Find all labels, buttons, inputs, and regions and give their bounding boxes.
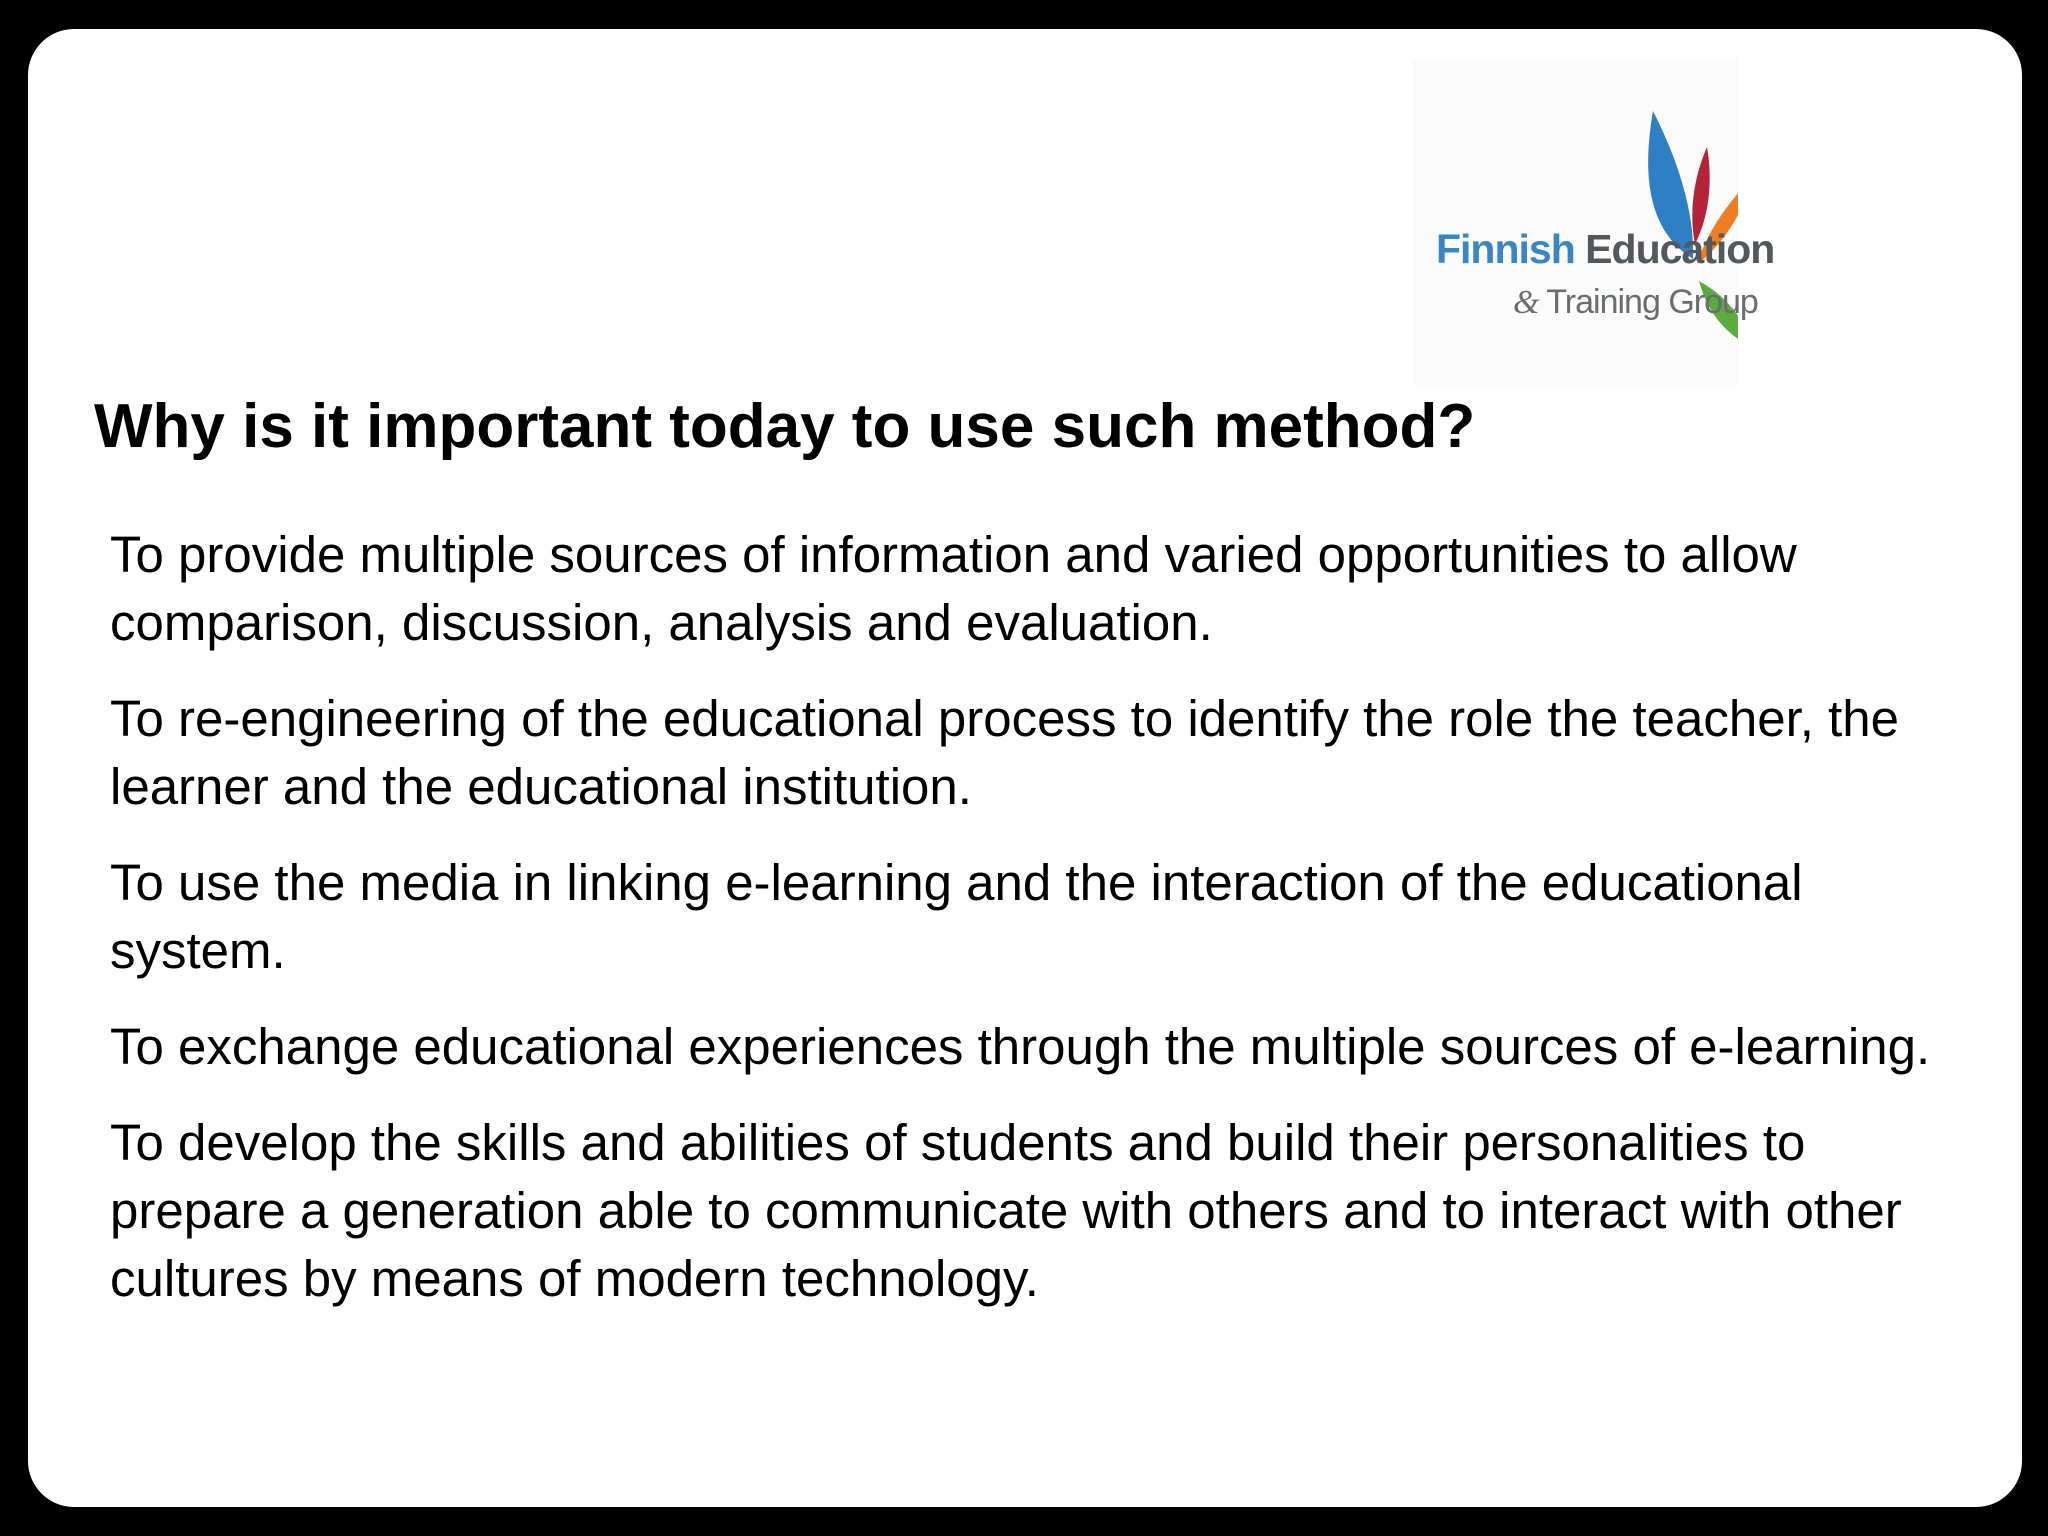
logo-word-education: Education <box>1585 226 1775 272</box>
logo-ampersand: & <box>1513 284 1539 321</box>
point-item: To use the media in linking e-learning and the interaction of the educational system. <box>110 854 1803 979</box>
company-logo <box>1413 59 1775 385</box>
point-item: To exchange educational experiences through the multiple sources of e-learning. <box>110 1018 1931 1075</box>
point-item: To develop the skills and abilities of students and build their personalities to prepare a generation able to communicate with others and to interact with other cultures by means of modern technology. <box>110 1114 1902 1307</box>
logo-word-training-group: Training Group <box>1546 283 1758 321</box>
logo-wordmark-line1 <box>1436 226 1775 272</box>
logo-wordmark-line2 <box>1513 285 1758 320</box>
point-item: To provide multiple sources of information and varied opportunities to allow comparison, discussion, analysis and evaluation. <box>110 526 1797 651</box>
slide-title: Why is it important today to use such method? <box>94 392 1476 461</box>
logo-word-finnish: Finnish <box>1436 226 1575 272</box>
slide <box>28 29 2022 1507</box>
point-list <box>110 521 1970 1341</box>
point-item: To re-engineering of the educational process to identify the role the teacher, the learner and the educational institution. <box>110 690 1899 815</box>
leaf-logo-icon <box>1413 59 1738 385</box>
